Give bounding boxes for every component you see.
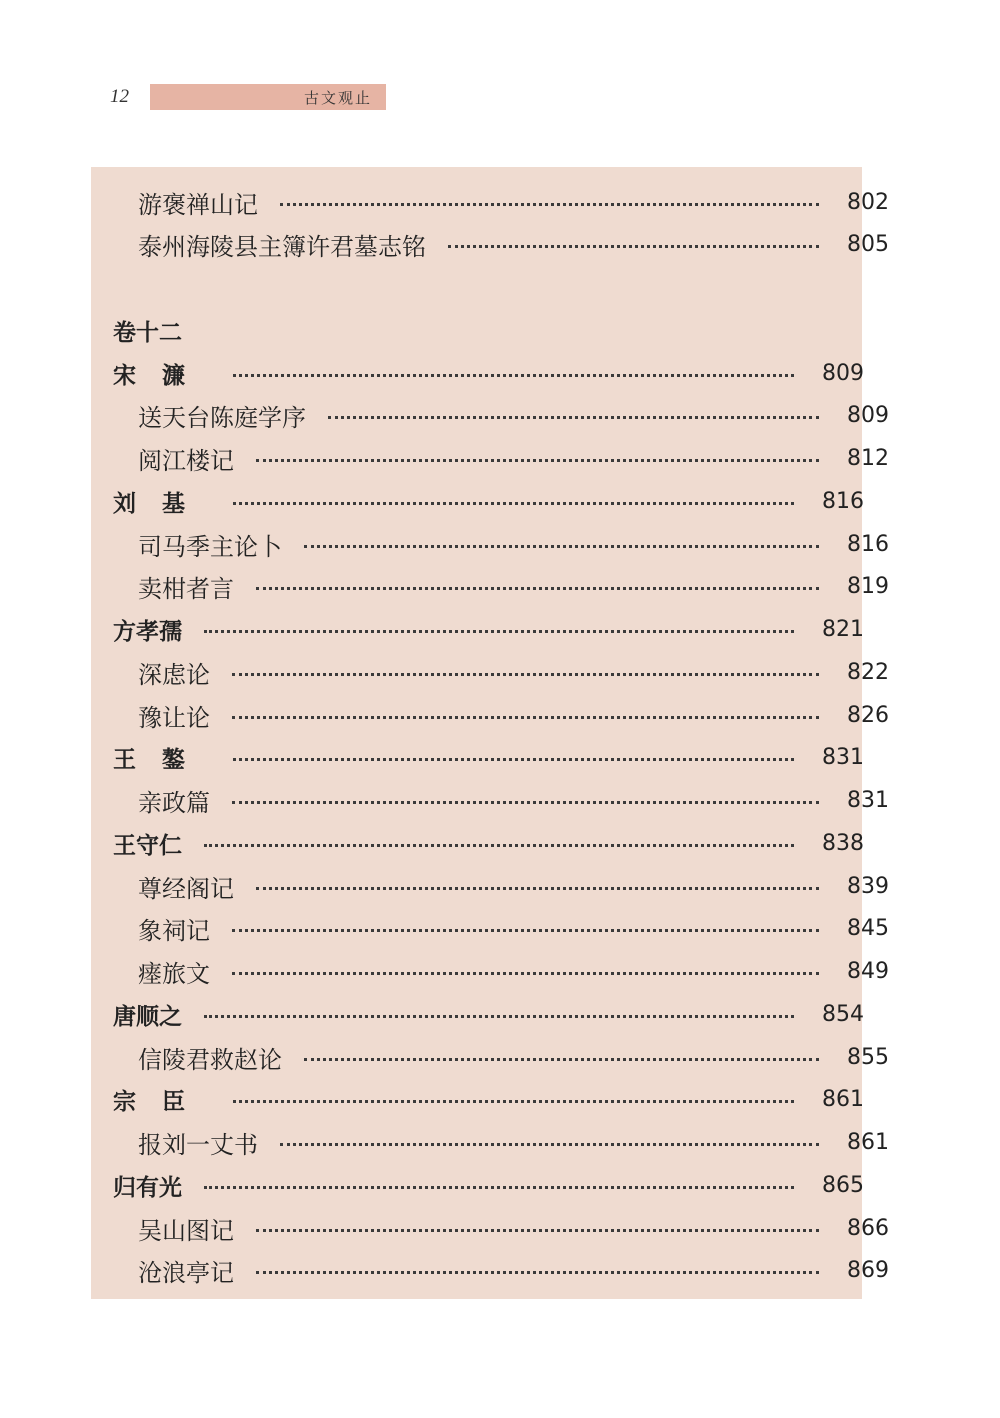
toc-page-number: 831 [822,745,864,771]
toc-page-number: 819 [847,574,889,600]
toc-entry-title: 阅江楼记 [138,447,234,475]
toc-author-name: 王守仁 [113,832,182,859]
dot-leader [256,1271,819,1274]
dot-leader [232,716,819,719]
toc-entry-title: 瘗旅文 [138,960,210,988]
toc-author-name: 归有光 [113,1174,182,1201]
toc-entry-author[interactable] [91,481,884,521]
toc-page-number: 816 [822,488,864,514]
toc-page-number: 805 [847,231,889,257]
toc-page-number: 869 [847,1258,889,1284]
toc-entry-work[interactable] [91,781,909,821]
toc-entry-work[interactable] [91,1037,909,1077]
toc-entry-work[interactable] [91,224,909,264]
volume-heading [91,310,884,350]
toc-page-number: 854 [822,1001,864,1027]
toc-entry-author[interactable] [91,353,884,393]
toc-entry-title: 泰州海陵县主簿许君墓志铭 [138,232,426,261]
dot-leader [280,203,819,206]
toc-entry-work[interactable] [91,695,909,735]
toc-page-number: 809 [822,360,864,386]
toc-author-name: 王鏊 [113,747,211,774]
toc-page-number: 865 [822,1172,864,1198]
dot-leader [256,1229,819,1232]
toc-entry-title: 信陵君救赵论 [138,1045,282,1074]
toc-entry-author[interactable] [91,823,884,863]
dot-leader [204,630,794,633]
toc-entry-title: 游褒禅山记 [138,190,258,219]
toc-entry-title: 亲政篇 [138,789,210,817]
toc-entry-work[interactable] [91,1251,909,1291]
toc-page-number: 838 [822,830,864,856]
dot-leader [304,545,819,548]
toc-page-number: 849 [847,959,889,984]
toc-entry-work[interactable] [91,396,909,436]
toc-author-name: 刘基 [113,490,211,517]
toc-entry-title: 象祠记 [138,917,210,946]
toc-entry-title: 卖柑者言 [138,575,234,604]
toc-entry-work[interactable] [91,652,909,692]
dot-leader [232,801,819,804]
dot-leader [233,758,794,761]
page-number: 12 [110,86,129,107]
dot-leader [204,1015,794,1018]
running-header [150,84,386,110]
dot-leader [204,1186,794,1189]
toc-page-number: 809 [847,403,889,429]
toc-page-number: 812 [847,446,889,471]
toc-page-number: 839 [847,873,889,899]
toc-entry-title: 沧浪亭记 [138,1259,234,1288]
toc-page-number: 861 [847,1130,889,1155]
toc-entry-work[interactable] [91,1123,909,1163]
dot-leader [448,245,819,248]
toc-entry-author[interactable] [91,738,884,778]
dot-leader [304,1058,819,1061]
toc-page-number: 845 [847,916,889,942]
dot-leader [233,374,794,377]
toc-entry-work[interactable] [91,866,909,906]
toc-entry-author[interactable] [91,994,884,1034]
dot-leader [232,673,819,676]
dot-leader [280,1143,819,1146]
dot-leader [256,459,819,462]
toc-entry-author[interactable] [91,1080,884,1120]
dot-leader [233,502,794,505]
book-title: 古文观止 [303,89,372,107]
dot-leader [233,1100,794,1103]
toc-page-number: 831 [847,788,889,813]
toc-page-number: 826 [847,702,889,728]
toc-entry-work[interactable] [91,909,909,949]
toc-entry-work[interactable] [91,567,909,607]
toc-author-name: 宗臣 [113,1089,211,1116]
toc-entry-title: 吴山图记 [138,1216,234,1245]
toc-entry-title: 司马季主论卜 [138,532,282,561]
dot-leader [232,972,819,975]
toc-entry-work[interactable] [91,1208,909,1248]
toc-entry-title: 豫让论 [138,703,210,732]
dot-leader [204,844,794,847]
toc-entry-work[interactable] [91,439,909,479]
toc-page-number: 821 [822,617,864,642]
toc-page-number: 822 [847,659,889,685]
toc-entry-author[interactable] [91,610,884,650]
volume-heading-label: 卷十二 [113,319,182,346]
toc-entry-title: 尊经阁记 [138,874,234,903]
dot-leader [328,416,819,419]
dot-leader [256,587,819,590]
toc-page-number: 816 [847,531,889,557]
toc-author-name: 唐顺之 [113,1003,182,1030]
toc-entry-work[interactable] [91,524,909,564]
toc-entry-work[interactable] [91,952,909,992]
toc-page-number: 802 [847,189,889,215]
toc-entry-title: 深虑论 [138,660,210,689]
toc-entry-author[interactable] [91,1165,884,1205]
toc-page-number: 866 [847,1215,889,1241]
toc-entry-title: 报刘一丈书 [138,1131,258,1159]
table-of-contents [91,167,889,1299]
dot-leader [232,929,819,932]
toc-author-name: 方孝孺 [113,619,182,645]
dot-leader [256,887,819,890]
toc-author-name: 宋濂 [113,362,211,389]
toc-page-number: 855 [847,1044,889,1070]
toc-page-number: 861 [822,1087,864,1113]
toc-entry-title: 送天台陈庭学序 [138,404,306,433]
toc-entry-work[interactable] [91,182,909,222]
